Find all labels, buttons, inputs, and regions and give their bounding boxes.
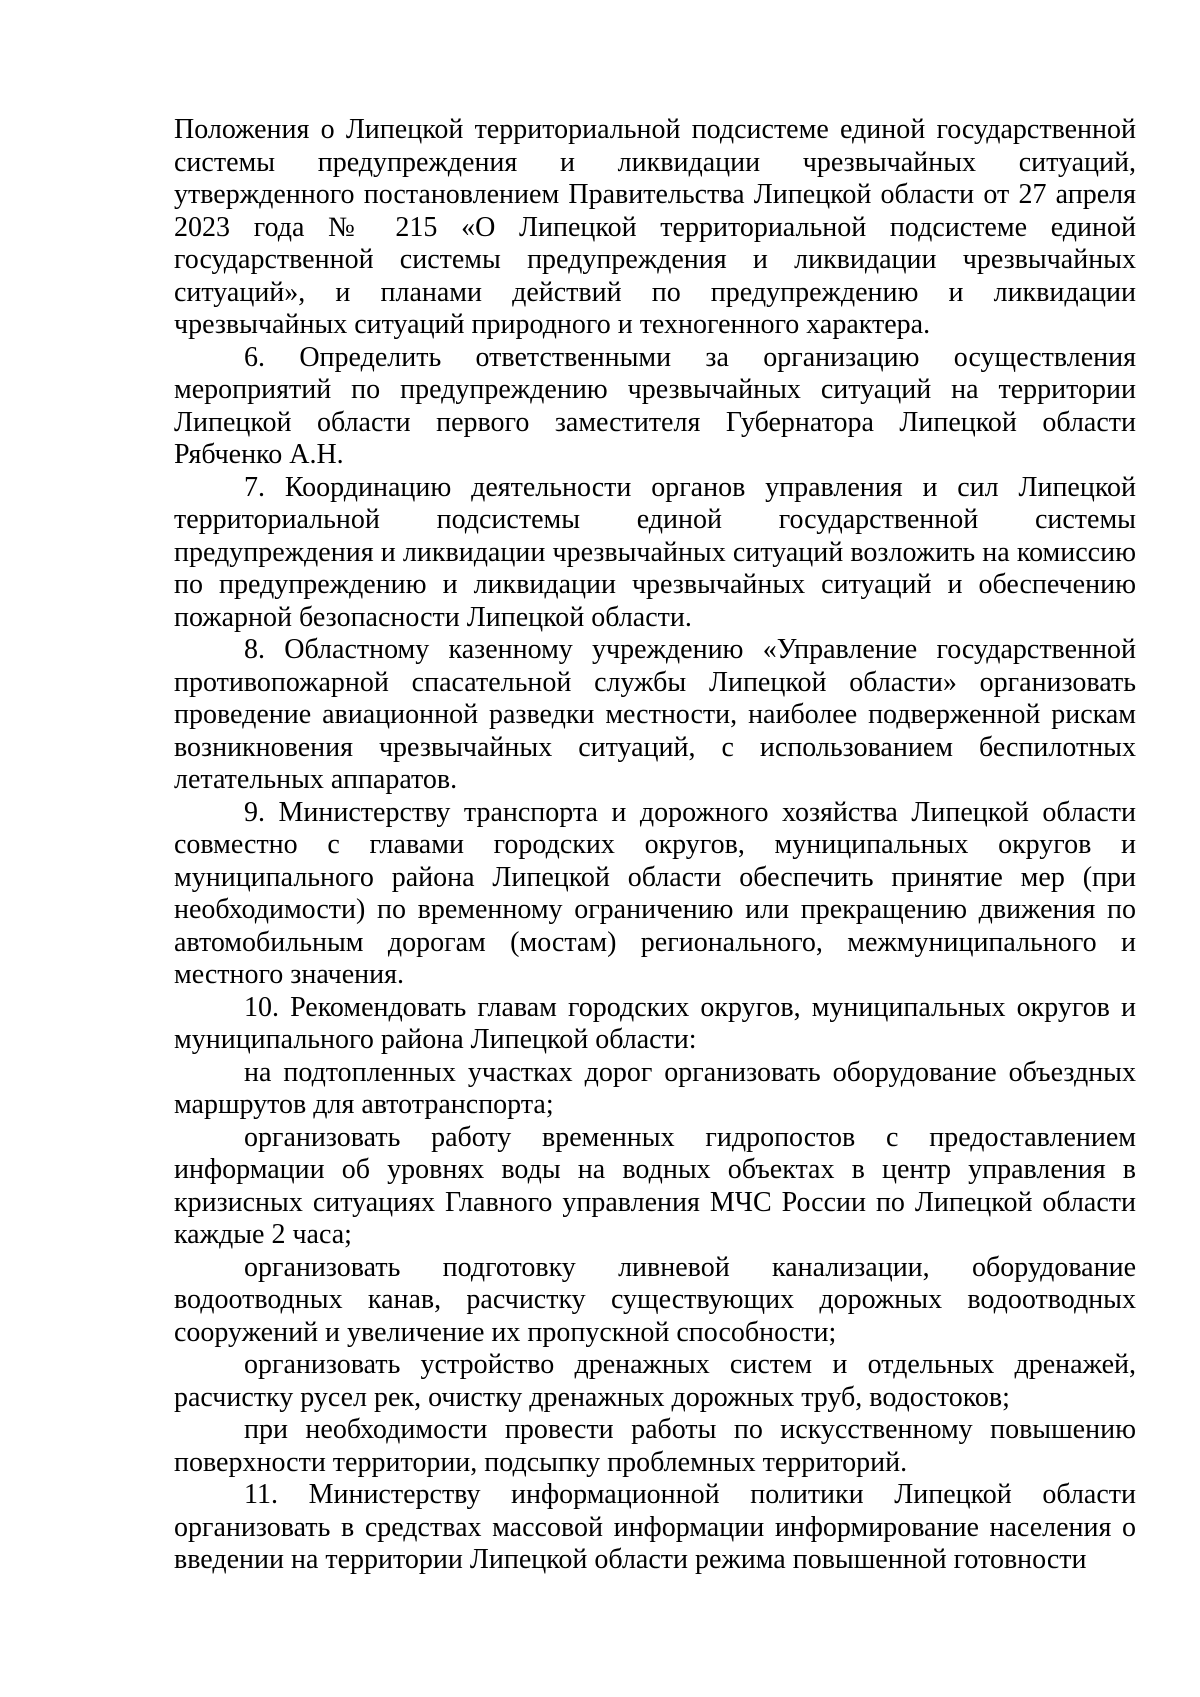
paragraph-continuation: Положения о Липецкой территориальной подсистеме единой государственной системы предупреждения и ликвидации чрезвычайных ситуаций, утвержденного постановлением Правительства Липецкой области от 27 апреля 2023 года № 215 «О Липецкой территориальной подсистеме единой государственной системы предупреждения и ликвидации чрезвычайных ситуаций», и планами действий по предупреждению и ликвидации чрезвычайных ситуаций природного и техногенного характера. [174, 114, 1136, 340]
paragraph-item-10-drainage: организовать устройство дренажных систем и отдельных дренажей, расчистку русел рек, очистку дренажных дорожных труб, водостоков; [174, 1349, 1136, 1413]
paragraph-item-11: 11. Министерству информационной политики Липецкой области организовать в средствах массовой информации информирование населения о введении на территории Липецкой области режима повышенной готовности [174, 1479, 1136, 1575]
paragraph-item-7: 7. Координацию деятельности органов управления и сил Липецкой территориальной подсистемы единой государственной системы предупреждения и ликвидации чрезвычайных ситуаций возложить на комиссию по предупреждению и ликвидации чрезвычайных ситуаций и обеспечению пожарной безопасности Липецкой области. [174, 471, 1136, 633]
paragraph-item-10-gauging-stations: организовать работу временных гидропостов с предоставлением информации об уровнях воды на водных объектах в центр управления в кризисных ситуациях Главного управления МЧС России по Липецкой области каждые 2 часа; [174, 1121, 1136, 1250]
document-page [174, 114, 1136, 1577]
paragraph-item-10-storm-sewer: организовать подготовку ливневой канализации, оборудование водоотводных канав, расчистку существующих дорожных водоотводных сооружений и увеличение их пропускной способности; [174, 1251, 1136, 1348]
paragraph-item-10-surface-raising: при необходимости провести работы по искусственному повышению поверхности территории, подсыпку проблемных территорий. [174, 1414, 1136, 1478]
paragraph-item-8: 8. Областному казенному учреждению «Управление государственной противопожарной спасательной службы Липецкой области» организовать проведение авиационной разведки местности, наиболее подверженной рискам возникновения чрезвычайных ситуаций, с использованием беспилотных летательных аппаратов. [174, 634, 1136, 795]
paragraph-item-6: 6. Определить ответственными за организацию осуществления мероприятий по предупреждению чрезвычайных ситуаций на территории Липецкой области первого заместителя Губернатора Липецкой области Рябченко А.Н. [174, 341, 1136, 470]
paragraph-item-10: 10. Рекомендовать главам городских округов, муниципальных округов и муниципального района Липецкой области: [174, 991, 1136, 1055]
paragraph-item-10-bypass-routes: на подтопленных участках дорог организовать оборудование объездных маршрутов для автотранспорта; [174, 1056, 1136, 1120]
paragraph-item-9: 9. Министерству транспорта и дорожного хозяйства Липецкой области совместно с главами городских округов, муниципальных округов и муниципального района Липецкой области обеспечить принятие мер (при необходимости) по временному ограничению или прекращению движения по автомобильным дорогам (мостам) регионального, межмуниципального и местного значения. [174, 796, 1136, 990]
